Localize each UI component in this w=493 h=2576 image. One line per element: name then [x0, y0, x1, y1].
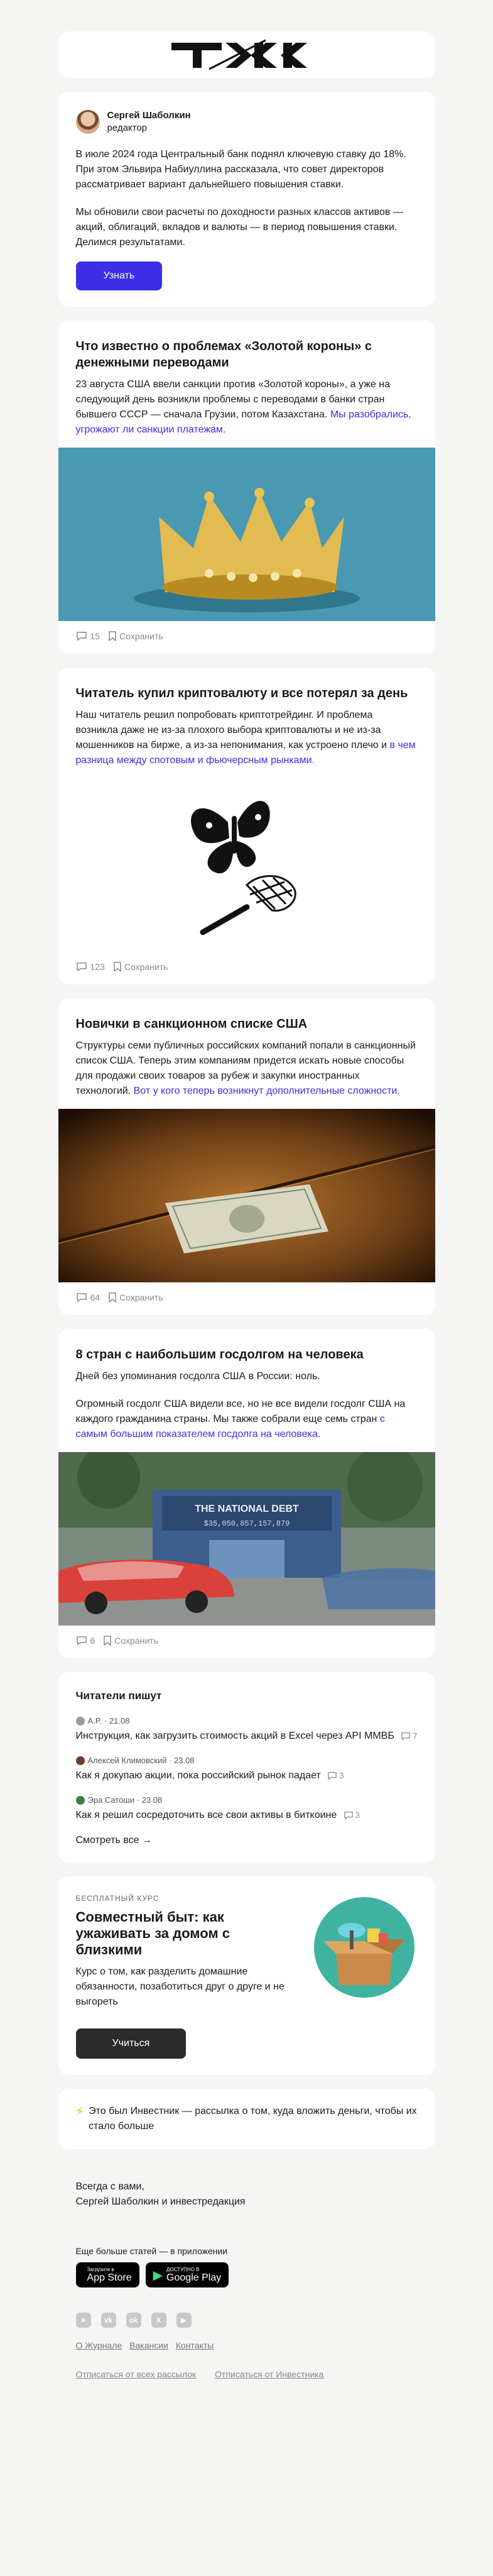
reader-question[interactable]: Как я решил сосредоточить все свои активы в биткоине	[75, 1810, 337, 1820]
author-role: редактор	[107, 123, 148, 133]
learn-button[interactable]: Узнать	[76, 261, 163, 290]
article-text	[76, 708, 418, 768]
google-play-big: Google Play	[166, 2272, 222, 2283]
comment-icon	[76, 1636, 87, 1646]
odnoklassniki-icon[interactable]: ok	[126, 2313, 141, 2328]
google-play-small: ДОСТУПНО В	[166, 2266, 200, 2272]
intro-paragraph-2: Мы обновили свои расчеты по доходности разных классов активов — акций, облигаций, вкладов и валюты — в период повышения ставки. Делимся результатами.	[75, 207, 403, 248]
reader-author	[76, 1716, 418, 1726]
signature-line-1: Всегда с вами,	[75, 2181, 144, 2192]
bookmark-icon	[109, 631, 116, 641]
comments-counter[interactable]	[76, 631, 100, 641]
article-card-crypto[interactable]	[58, 668, 435, 984]
x-icon[interactable]: X	[151, 2313, 166, 2328]
article-meta	[58, 1626, 435, 1658]
unsubscribe-links	[58, 2350, 435, 2404]
reader-post[interactable]	[76, 1756, 418, 1783]
apps-label: Еще больше статей — в приложении	[75, 2246, 228, 2256]
comment-icon	[327, 1771, 337, 1780]
comment-icon	[76, 1292, 87, 1302]
reader-comments-count: 7	[413, 1731, 418, 1741]
app-store-button[interactable]	[76, 2262, 139, 2287]
telegram-icon[interactable]: ➤	[76, 2313, 91, 2328]
reader-author-line: Эра Сатоши · 23.08	[87, 1795, 163, 1805]
reader-question[interactable]: Инструкция, как загрузить стоимость акций в Excel через API ММВБ	[75, 1731, 394, 1741]
comments-count: 15	[90, 631, 100, 641]
tj-logo[interactable]	[171, 39, 322, 70]
comment-icon	[76, 631, 87, 641]
article-card-golden-crown[interactable]	[58, 321, 435, 654]
save-link[interactable]	[109, 1292, 163, 1302]
article-body: 23 августа США ввели санкции против «Золотой короны», а уже на следующий день возникли проблемы с переводами в банки стран бывшего СССР — сначала Грузии, потом Казахстана.	[75, 379, 390, 420]
save-link[interactable]	[109, 631, 163, 641]
course-text: Курс о том, как разделить домашние обязанности, позаботиться друг о друге и не выгореть	[75, 1966, 284, 2007]
app-store-big: App Store	[87, 2272, 132, 2283]
unsubscribe-investnik-link[interactable]: Отписаться от Инвестника	[215, 2369, 324, 2379]
intro-paragraph-1: В июле 2024 года Центральный банк поднял ключевую ставку до 18%. При этом Эльвира Набиуллина рассказала, что совет директоров рассматривает вариант дальнейшего повышения ставки.	[75, 149, 406, 190]
intro-card	[58, 92, 435, 307]
unsubscribe-all-link[interactable]: Отписаться от всех рассылок	[75, 2369, 197, 2379]
article-card-sanctions[interactable]	[58, 998, 435, 1315]
footer-links	[58, 2328, 435, 2350]
article-text	[76, 1397, 418, 1442]
save-label: Сохранить	[119, 631, 163, 641]
comments-counter[interactable]	[76, 962, 105, 972]
app-store-small: Загрузите в	[87, 2266, 114, 2272]
google-play-icon: ▶	[153, 2268, 163, 2282]
article-body: Наш читатель решил попробовать криптотрейдинг. И проблема возникла даже не из-за плохого выбора криптовалюты и не из-за мошенников на бирже, а из-за непонимания, как устроено плечо и	[75, 710, 390, 751]
moving-box-illustration	[311, 1894, 418, 2001]
article-text	[76, 377, 418, 438]
article-text	[76, 1038, 418, 1099]
contacts-link[interactable]: Контакты	[175, 2340, 214, 2350]
comment-icon	[344, 1811, 354, 1820]
logo-card	[58, 31, 435, 78]
article-lead: Дней без упоминания госдолга США в России: ноль.	[75, 1371, 320, 1382]
reader-avatar	[76, 1796, 85, 1805]
comments-count: 123	[90, 962, 105, 972]
reader-comments[interactable]	[344, 1810, 360, 1820]
course-title[interactable]: Совместный быт: как ужаживать за домом с близкими	[75, 1909, 230, 1957]
reader-post[interactable]	[76, 1795, 418, 1822]
about-link[interactable]: О Журнале	[75, 2340, 122, 2350]
crown-image[interactable]	[58, 448, 435, 621]
article-title[interactable]: Новички в санкционном списке США	[75, 1017, 308, 1031]
article-link[interactable]: Вот у кого теперь возникнут дополнительные сложности.	[133, 1086, 400, 1096]
footer	[58, 2163, 435, 2404]
promo-card	[58, 2089, 435, 2149]
article-link[interactable]: с самым большим показателем госдолга на человека.	[75, 1414, 385, 1439]
save-label: Сохранить	[114, 1636, 158, 1646]
comments-count: 6	[90, 1636, 95, 1646]
debt-sign-figure: $35,050,857,157,879	[203, 1519, 290, 1528]
article-card-national-debt[interactable]	[58, 1329, 435, 1658]
comment-icon	[401, 1732, 411, 1741]
reader-comments[interactable]	[401, 1731, 417, 1741]
reader-comments[interactable]	[327, 1771, 344, 1780]
save-label: Сохранить	[124, 962, 168, 972]
butterfly-net-illustration[interactable]	[58, 778, 435, 952]
article-link[interactable]: Мы разобрались, угрожают ли санкции платежам.	[75, 409, 411, 435]
reader-avatar	[76, 1756, 85, 1765]
save-link[interactable]	[104, 1636, 158, 1646]
reader-question[interactable]: Как я докупаю акции, пока российский рынок падает	[75, 1770, 321, 1781]
reader-post[interactable]	[76, 1716, 418, 1743]
bookmark-icon	[104, 1636, 111, 1646]
reader-author	[76, 1756, 418, 1765]
promo-text: Это был Инвестник — рассылка о том, куда вложить деньги, чтобы их стало больше	[89, 2106, 417, 2132]
vk-icon[interactable]: vk	[101, 2313, 116, 2328]
see-all-link[interactable]: Смотреть все →	[75, 1835, 152, 1846]
comments-counter[interactable]	[76, 1636, 95, 1646]
comments-counter[interactable]	[76, 1292, 100, 1302]
reader-author-line: Алексей Климовский · 23.08	[87, 1756, 195, 1765]
comment-icon	[76, 962, 87, 972]
readers-title: Читатели пишут	[75, 1690, 162, 1702]
article-meta	[58, 1282, 435, 1315]
article-meta	[58, 621, 435, 654]
article-title[interactable]: Читатель купил криптовалюту и все потерял за день	[75, 686, 408, 700]
article-body: Огромный госдолг США видели все, но не все видели госдолг США на каждого гражданина страны. Мы также собрали еще семь стран	[75, 1399, 406, 1424]
author-avatar	[76, 110, 100, 134]
author-name: Сергей Шаболкин	[107, 110, 191, 121]
reader-author-line: A.P. · 21.08	[87, 1716, 130, 1726]
lightning-icon: ⚡	[75, 2105, 84, 2118]
signature-line-2: Сергей Шаболкин и инвестредакция	[75, 2196, 246, 2207]
app-store-links	[58, 2262, 435, 2287]
debt-sign-title: THE NATIONAL DEBT	[194, 1504, 299, 1514]
youtube-icon[interactable]: ▶	[176, 2313, 192, 2328]
google-play-button[interactable]	[146, 2262, 229, 2287]
save-link[interactable]	[114, 962, 168, 972]
article-title[interactable]: 8 стран с наибольшим госдолгом на человека	[75, 1348, 364, 1362]
signature	[58, 2163, 435, 2210]
readers-card	[58, 1672, 435, 1863]
reader-comments-count: 3	[355, 1810, 360, 1820]
bookmark-icon	[114, 962, 121, 972]
social-links	[58, 2287, 435, 2328]
reader-avatar	[76, 1717, 85, 1726]
course-label: БЕСПЛАТНЫЙ КУРС	[75, 1894, 160, 1903]
reader-comments-count: 3	[339, 1771, 344, 1781]
comments-count: 64	[90, 1292, 100, 1302]
save-label: Сохранить	[119, 1292, 163, 1302]
reader-author	[76, 1795, 418, 1805]
article-title[interactable]: Что известно о проблемах «Золотой короны» с денежными переводами	[75, 339, 372, 370]
course-card	[58, 1876, 435, 2075]
dollar-bill-image[interactable]	[58, 1109, 435, 1282]
email-container	[58, 0, 435, 2404]
debt-clock-image[interactable]	[58, 1452, 435, 1626]
article-body: Структуры семи публичных российских компаний попали в санкционный список США. Теперь этим компаниям придется искать новые способы для продажи своих товаров за рубеж и закупки иностранных технологий.	[75, 1040, 416, 1096]
vacancies-link[interactable]: Вакансии	[129, 2340, 168, 2350]
article-meta	[58, 952, 435, 984]
study-button[interactable]: Учиться	[76, 2028, 187, 2059]
bookmark-icon	[109, 1292, 116, 1302]
article-link[interactable]: в чем разница между спотовым и фьючерсным рынками.	[75, 740, 416, 766]
author-block	[76, 109, 418, 135]
